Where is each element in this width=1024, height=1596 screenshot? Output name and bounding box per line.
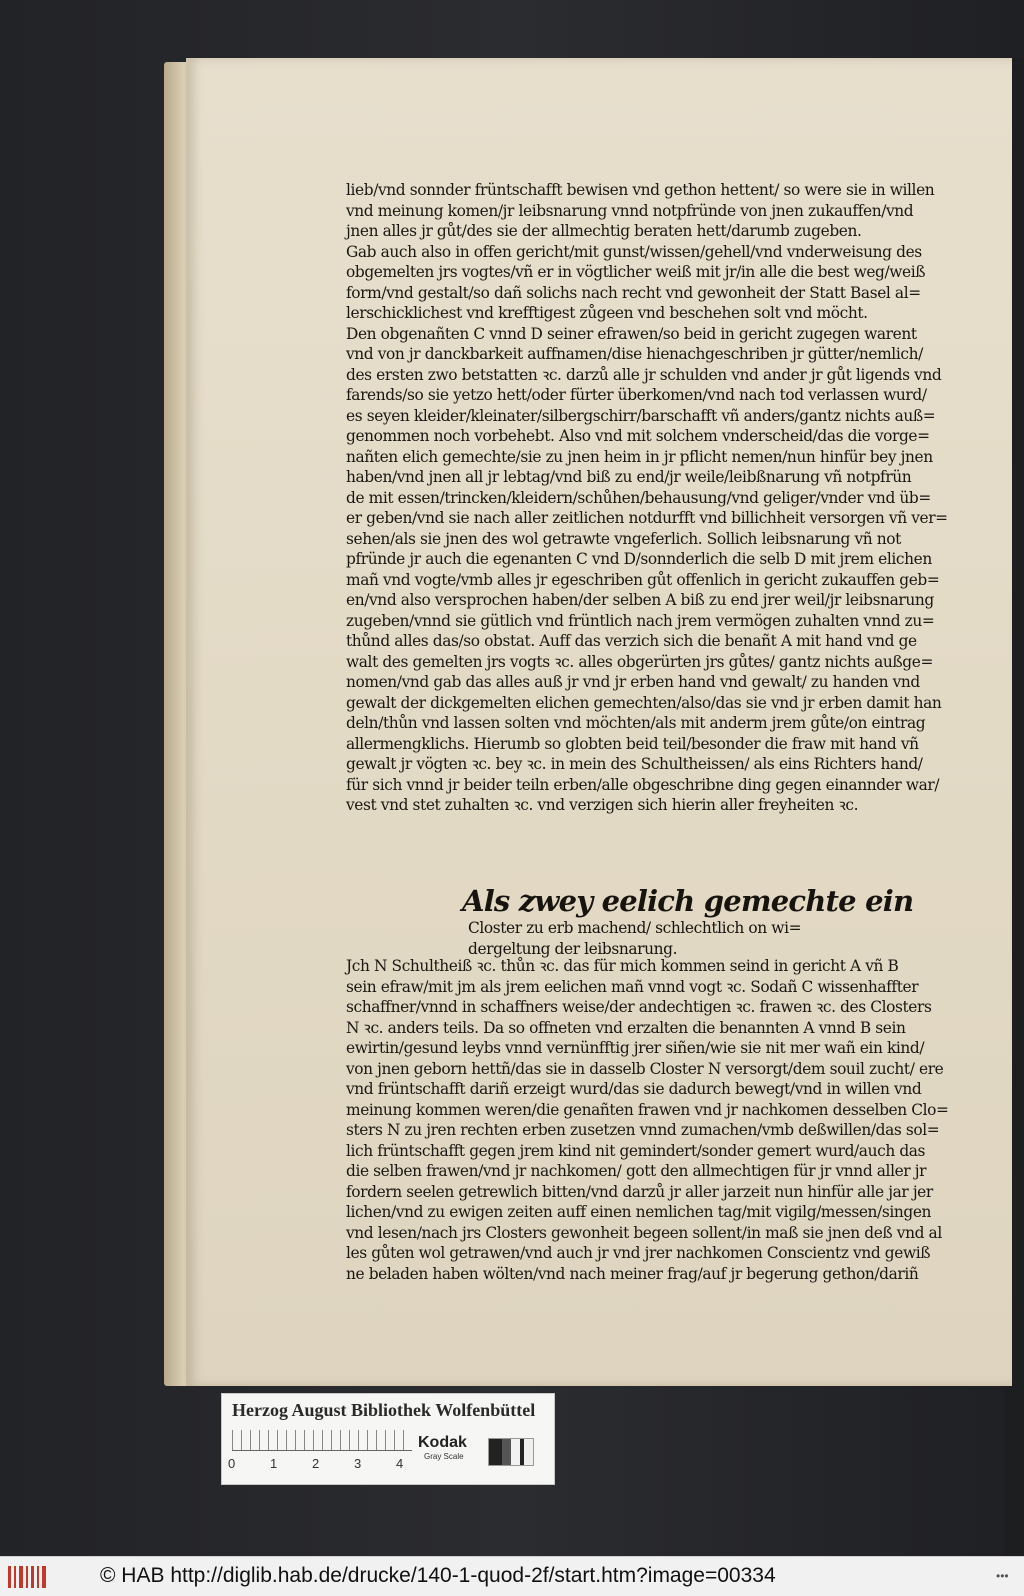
body-text-top	[346, 180, 986, 816]
gray-scale-swatch	[488, 1438, 534, 1466]
text-line: vnd von jr danckbarkeit auffnamen/dise hienachgeschriben jr gütter/nemlich/	[346, 345, 923, 363]
section-heading: Als zwey eelich gemechte ein	[462, 884, 914, 918]
text-line: form/vnd gestalt/so dañ solichs nach recht vnd gewonheit der Statt Basel al=	[346, 283, 921, 302]
text-line: vest vnd stet zuhalten ꝛc. vnd verzigen sich hierin aller freyheiten ꝛc.	[346, 796, 859, 814]
body-text-bottom	[346, 956, 986, 1284]
text-line: ne beladen haben wölten/vnd nach meiner frag/auf jr begerung gethon/dariñ	[346, 1264, 919, 1283]
text-line: nañten elich gemechte/sie zu jnen heim in jr pflicht nemen/nun hinfür bey jnen	[346, 447, 933, 466]
text-line: de mit essen/trincken/kleidern/schůhen/behausung/vnd geliger/vnder vnd üb=	[346, 488, 931, 507]
text-line: vnd lesen/nach jrs Closters gewonheit begeen sollent/in maß sie jnen deß vnd al	[346, 1223, 942, 1242]
text-line: Jch N Schultheiß ꝛc. thůn ꝛc. das für mich kommen seind in gericht A vñ B	[346, 957, 899, 975]
text-line: Den obgenañten C vnnd D seiner efrawen/so beid in gericht zugegen warent	[346, 324, 917, 343]
text-line: des ersten zwo betstatten ꝛc. darzů alle jr schulden vnd ander jr gůt ligends vnd	[346, 365, 942, 384]
text-line: ewirtin/gesund leybs vnnd vernünfftig jrer siñen/wie sie nit mer wañ ein kind/	[346, 1039, 925, 1057]
text-line: mañ vnd vogte/vmb alles jr egeschriben gůt offenlich in gericht zukauffen geb=	[346, 570, 940, 589]
text-line: farends/so sie yetzo hett/oder fürter überkomen/vnd nach tod verlassen wurd/	[346, 386, 927, 404]
text-line: deln/thůn vnd lassen solten vnd möchten/als mit anderm jrem gůte/on eintrag	[346, 714, 926, 732]
text-line: haben/vnd jnen all jr lebtag/vnd biß zu end/jr weile/leibßnarung vñ notpfrün	[346, 468, 912, 486]
text-line: les gůten wol getrawen/vnd auch jr vnd jrer nachkomen Conscientz vnd gewiß	[346, 1244, 931, 1262]
text-line: die selben frawen/vnd jr nachkomen/ gott den allmechtigen für jr vnnd aller jr	[346, 1162, 927, 1180]
hab-barcode-icon	[6, 1562, 50, 1592]
text-line: vnd meinung komen/jr leibsnarung vnnd notpfründe von jnen zukauffen/vnd	[346, 201, 914, 220]
text-line: sehen/als sie jnen des wol getrawte vngeferlich. Sollich leibsnarung vñ not	[346, 529, 901, 548]
text-line: von jnen geborn hettñ/das sie in dasselb Closter N versorgt/dem souil zucht/ ere	[346, 1059, 944, 1078]
text-line: lerschicklichest vnd krefftigest zůgeen vnd beschehen solt vnd möcht.	[346, 304, 868, 322]
text-line: gewalt jr vögten ꝛc. bey ꝛc. in mein des Schultheissen/ als eins Richters hand/	[346, 755, 923, 773]
text-line: obgemelten jrs vogtes/vñ er in vögtlicher weiß mit jr/in alle die best weg/weiß	[346, 263, 926, 281]
text-line: lieb/vnd sonnder früntschafft bewisen vnd gethon hettent/ so were sie in willen	[346, 181, 935, 199]
ruler-number: 3	[354, 1456, 362, 1471]
text-line: es seyen kleider/kleinater/silbergschirr/barschafft vñ anders/gantz nichts auß=	[346, 406, 936, 425]
scale-ruler	[232, 1430, 412, 1451]
copyright-url[interactable]: © HAB http://diglib.hab.de/drucke/140-1-quod-2f/start.htm?image=00334	[100, 1564, 776, 1587]
more-options-icon[interactable]: •••	[996, 1569, 1009, 1583]
book-page	[186, 58, 1012, 1386]
text-line: walt des gemelten jrs vogts ꝛc. alles obgerürten jrs gůtes/ gantz nichts außge=	[346, 652, 933, 671]
text-line: meinung kommen weren/die genañten frawen vnd jr nachkomen desselben Clo=	[346, 1100, 949, 1119]
section-heading-block	[462, 884, 982, 959]
text-line: sters N zu jren rechten erben zusetzen vnnd zumachen/vmb deßwillen/das sol=	[346, 1121, 940, 1139]
text-line: nomen/vnd gab das alles auß jr vnd jr erben hand vnd gewalt/ zu handen vnd	[346, 673, 920, 691]
text-line: jnen alles jr gůt/des sie der allmechtig beraten hett/darumb zugeben.	[346, 222, 862, 240]
text-line: er geben/vnd sie nach aller zeitlichen notdurfft vnd billichheit versorgen vñ ver=	[346, 509, 948, 527]
text-line: schaffner/vnnd in schaffners weise/der andechtigen ꝛc. frawen ꝛc. des Closters	[346, 998, 932, 1016]
kodak-logo: Kodak	[418, 1434, 467, 1451]
ruler-number: 0	[228, 1456, 236, 1471]
text-line: für sich vnnd jr beider teiln erben/alle obgeschribne ding gegen einannder war/	[346, 775, 940, 794]
text-line: en/vnd also versprochen haben/der selben A biß zu end jrer weil/jr leibsnarung	[346, 591, 934, 609]
text-line: gewalt der dickgemelten elichen gemechten/also/das sie vnd jr erben damit han	[346, 693, 942, 712]
text-line: N ꝛc. anders teils. Da so offneten vnd erzalten die benannten A vnnd B sein	[346, 1018, 906, 1037]
ruler-number: 1	[270, 1456, 278, 1471]
text-line: pfründe jr auch die egenanten C vnd D/sonnderlich die selb D mit jrem elichen	[346, 550, 932, 568]
text-line: thůnd alles das/so obstat. Auff das verzich sich die benañt A mit hand vnd ge	[346, 632, 917, 650]
ruler-number: 4	[396, 1456, 404, 1471]
text-line: sein efraw/mit jm als jrem eelichen mañ vnnd vogt ꝛc. Sodañ C wissenhaffter	[346, 977, 919, 996]
gray-scale-label: Gray Scale	[424, 1452, 464, 1461]
library-color-target	[221, 1393, 555, 1485]
text-line: vnd früntschafft dariñ erzeigt wurd/das sie dadurch bewegt/vnd in willen vnd	[346, 1080, 922, 1098]
section-subheading	[468, 918, 982, 959]
text-line: Gab auch also in offen gericht/mit gunst/wissen/gehell/vnd vnderweisung des	[346, 242, 922, 261]
text-line: dergeltung der leibsnarung.	[468, 939, 678, 958]
viewer-footer	[0, 1556, 1024, 1596]
text-line: fordern seelen getrewlich bitten/vnd darzů jr aller jarzeit nun hinfür alle jar jer	[346, 1182, 933, 1201]
library-name: Herzog August Bibliothek Wolfenbüttel	[232, 1400, 536, 1420]
ruler-number: 2	[312, 1456, 320, 1471]
text-line: lich früntschafft gegen jrem kind nit gemindert/sonder gemert wurd/auch das	[346, 1141, 926, 1160]
text-line: allermengklichs. Hierumb so globten beid teil/besonder die fraw mit hand vñ	[346, 734, 919, 753]
text-line: Closter zu erb machend/ schlechtlich on wi=	[468, 919, 802, 937]
text-line: genommen noch vorbehebt. Also vnd mit solchem vnderscheid/das die vorge=	[346, 427, 930, 445]
text-line: zugeben/vnnd sie gütlich vnd früntlich nach jrem vermögen zuhalten vnnd zu=	[346, 611, 935, 630]
text-line: lichen/vnd zu ewigen zeiten auff einen nemlichen tag/mit vigilg/messen/singen	[346, 1203, 932, 1221]
